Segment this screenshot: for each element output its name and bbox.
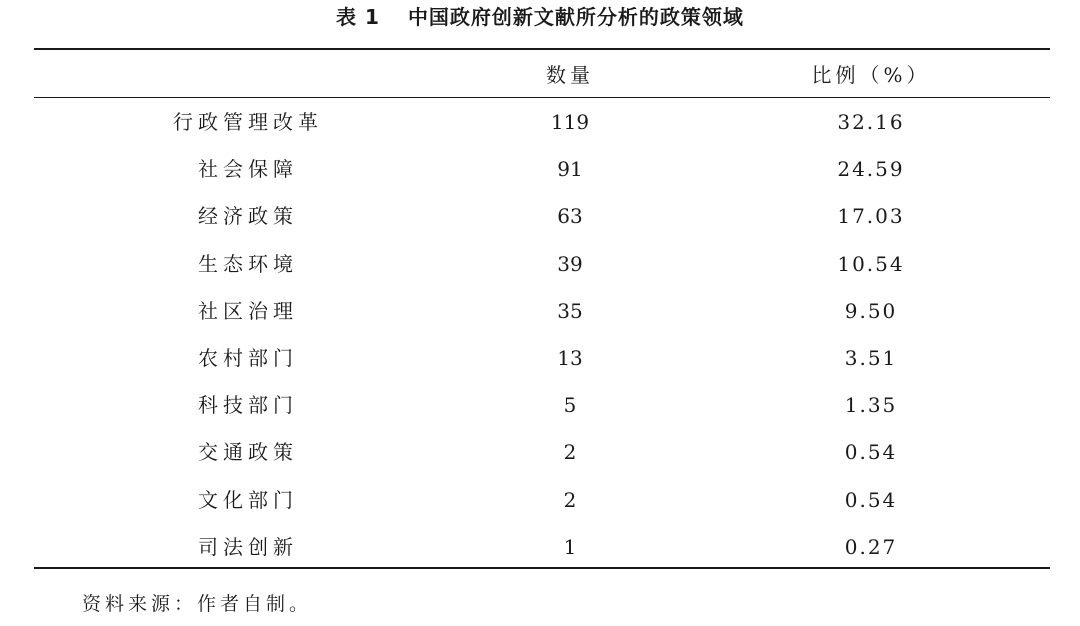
policy-area-cell: 农村部门 bbox=[198, 345, 298, 370]
policy-area-cell: 交通政策 bbox=[198, 440, 298, 465]
policy-area-cell: 科技部门 bbox=[198, 393, 298, 418]
count-cell: 119 bbox=[550, 110, 590, 134]
ratio-cell: 17.03 bbox=[837, 204, 905, 229]
count-cell: 2 bbox=[563, 487, 577, 512]
count-cell: 63 bbox=[557, 204, 583, 229]
policy-area-cell: 司法创新 bbox=[198, 534, 298, 559]
table-row bbox=[0, 524, 1080, 571]
ratio-cell: 0.27 bbox=[844, 534, 898, 559]
policy-area-cell: 社区治理 bbox=[198, 298, 298, 323]
header-count: 数量 bbox=[546, 63, 594, 87]
ratio-cell: 24.59 bbox=[837, 157, 905, 182]
ratio-cell: 1.35 bbox=[844, 393, 898, 418]
table-title: 中国政府创新文献所分析的政策领域 bbox=[407, 5, 744, 29]
table-row bbox=[0, 477, 1080, 524]
count-cell: 5 bbox=[563, 393, 577, 418]
ratio-cell: 10.54 bbox=[837, 251, 905, 276]
count-cell: 1 bbox=[563, 534, 577, 559]
policy-area-cell: 经济政策 bbox=[198, 204, 298, 229]
count-cell: 91 bbox=[557, 157, 583, 182]
count-cell: 35 bbox=[557, 298, 583, 323]
ratio-cell: 0.54 bbox=[844, 440, 898, 465]
policy-area-cell: 文化部门 bbox=[198, 487, 298, 512]
policy-area-cell: 生态环境 bbox=[198, 251, 298, 276]
ratio-cell: 9.50 bbox=[844, 298, 898, 323]
table-row bbox=[0, 146, 1080, 193]
table-row bbox=[0, 382, 1080, 429]
source-note: 资料来源：作者自制。 bbox=[82, 593, 313, 615]
count-cell: 39 bbox=[557, 251, 583, 276]
table-number: 表 1 bbox=[336, 5, 380, 29]
ratio-cell: 0.54 bbox=[844, 487, 898, 512]
ratio-cell: 32.16 bbox=[837, 110, 905, 134]
header-ratio: 比例（%） bbox=[811, 63, 931, 87]
policy-area-cell: 行政管理改革 bbox=[173, 110, 323, 134]
table-row bbox=[0, 429, 1080, 476]
table-row bbox=[0, 241, 1080, 288]
table-top-rule bbox=[34, 48, 1050, 50]
table-bottom-rule bbox=[34, 567, 1050, 569]
table-body bbox=[0, 99, 1080, 571]
ratio-cell: 3.51 bbox=[844, 345, 898, 370]
count-cell: 2 bbox=[563, 440, 577, 465]
table-row bbox=[0, 288, 1080, 335]
table-header-rule bbox=[34, 97, 1050, 98]
table-row bbox=[0, 193, 1080, 240]
table-row bbox=[0, 335, 1080, 382]
policy-area-cell: 社会保障 bbox=[198, 157, 298, 182]
table-row bbox=[0, 99, 1080, 146]
count-cell: 13 bbox=[557, 345, 583, 370]
table-caption bbox=[0, 4, 1080, 30]
